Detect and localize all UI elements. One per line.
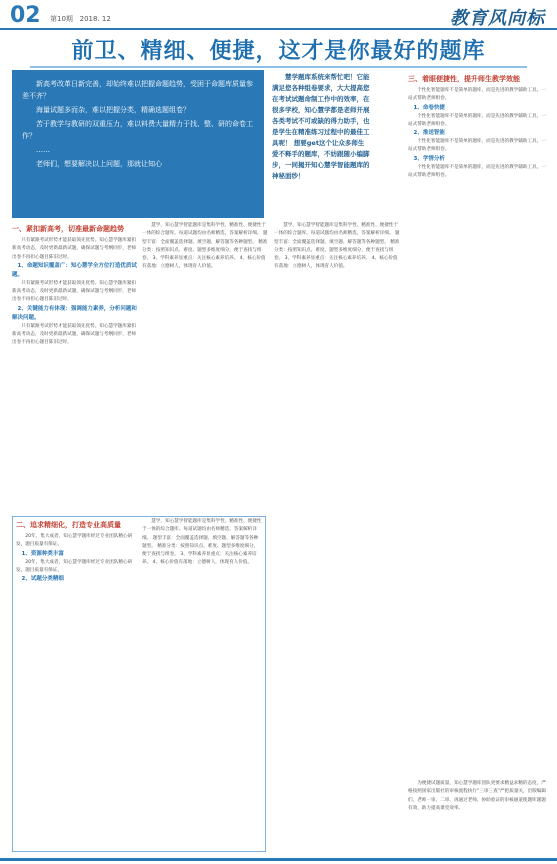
subsection-heading: 1、命卷快捷	[413, 104, 445, 111]
headline: 前卫、精细、便捷，这才是你最好的题库	[71, 39, 486, 64]
intro-box	[12, 70, 264, 218]
subsection-heading: 1、命题知识覆盖广：知心慧学全方位打造优质试题。	[12, 262, 137, 278]
page-number: 02	[10, 3, 41, 28]
intro-paragraph: 新高考改革日新完善，却始终难以把握命题趋势，受困于命题库质量参差不齐？	[22, 80, 253, 100]
closing-paragraph: 为便捷试题质量，知心慧学题库团队更要求精益求精的态度，严格按照国家出版社的审核流程执行“三审三查”严把质量关，出版编辑们，老师一审、二审、再通过老师，协助验证的审核通道使题库题题有效，助力提高课堂效率。	[408, 781, 546, 811]
subsection-heading: 2、推送智能	[413, 130, 445, 137]
intro-paragraph: 苦于教学与教研的双重压力，难以料费大量精力于找、整、研的命卷工作？	[22, 120, 253, 140]
intro-paragraph: ……	[36, 146, 50, 154]
headline-rule	[30, 66, 527, 68]
section-heading: 二、追求精细化，打造专业高质量	[16, 521, 121, 529]
subsection-heading: 3、学情分析	[413, 155, 445, 162]
section-heading: 三、着眼便捷性，提升师生教学效能	[408, 75, 520, 83]
column-1: 一、紧扣新高考，切准最新命题趋势 只有紧跟考试形势才能获取领先优势。知心慧学题库紧扣新高考动态，及时更新最新试题，确保试题与考纲同步，老师出卷不再担心题目陈旧过时。 1、命题知识覆盖广：知心慧学全方位打造优质试题。 只有紧跟考试形势才能获取领先优势。知心慧学题库紧扣新高考动态，及时更新最新试题，确保试题与考纲同步，老师出卷不再担心题目陈旧过时。 2、关键能力有体现：强调能力素养，分析问题和解决问题。 只有紧跟考试形势才能获取领先优势。知心慧学题库紧扣新高考动态，及时更新最新试题，确保试题与考纲同步，老师出卷不再担心题目陈旧过时。	[12, 225, 137, 346]
column-4: 慧学，知心慧学智能题库是集科学性、精准性、便捷性于一体的综合题库。每道试题均由名师精选，答案解析详细。 题型丰富：全面覆盖选择题、填空题、解答题等各种题型。 精准分类：按照知识点、难度、题型多维度细分，便于查找与组卷。 3、学科素养显重点：关注核心素养培养。 4、核心价值有落地：立德树人，体现育人价值。	[142, 519, 262, 566]
intro-continuation: 慧学题库系统来帮忙吧！它能满足您各种组卷要求，大大提高您在考试试题命制工作中的效率，在很多学校，知心慧学都是老师开展各类考试不可或缺的得力助手，也是学生在精准练习过程中的最佳工具呢！ 想要get这个让众多师生爱不释手的题库，不妨跟随小编脚步，一同揭开知心慧学智能题库的神秘面纱！	[272, 73, 370, 180]
column-6: 三、着眼便捷性，提升师生教学效能 个性化智能题库不是简单的题库，而是先进的教学辅助工具，一站式帮助老师组卷。 1、命卷快捷 个性化智能题库不是简单的题库，而是先进的教学辅助工具，一站式帮助老师组卷。 2、推送智能 个性化智能题库不是简单的题库，而是先进的教学辅助工具，一站式帮助老师组卷。 3、学情分析 个性化智能题库不是简单的题库，而是先进的教学辅助工具，一站式帮助老师组卷。	[408, 72, 548, 620]
subsection-heading: 1、资源种类丰富	[21, 550, 64, 557]
issue-info: 第10期 2018. 12	[50, 15, 111, 23]
newspaper-logo: 教育风向标	[450, 8, 545, 29]
section-heading: 一、紧扣新高考，切准最新命题趋势	[12, 225, 124, 233]
subsection-heading: 2、关键能力有体现：强调能力素养，分析问题和解决问题。	[12, 305, 137, 321]
column-5: 慧学，知心慧学智能题库是集科学性、精准性、便捷性于一体的综合题库。每道试题均由名师精选，答案解析详细。 题型丰富：全面覆盖选择题、填空题、解答题等各种题型。 精准分类：按照知识点、难度、题型多维度细分，便于查找与组卷。 3、学科素养显重点：关注核心素养培养。 4、核心价值有落地：立德树人，体现育人价值。	[274, 223, 400, 270]
subsection-heading: 2、试题分类精细	[21, 576, 64, 583]
column-2: 慧学，知心慧学智能题库是集科学性、精准性、便捷性于一体的综合题库。每道试题均由名师精选，答案解析详细。 题型丰富：全面覆盖选择题、填空题、解答题等各种题型。 精准分类：按照知识点、难度、题型多维度细分，便于查找与组卷。 3、学科素养显重点：关注核心素养培养。 4、核心价值有落地：立德树人，体现育人价值。	[142, 223, 268, 270]
intro-paragraph: 海量试题多而杂，难以把握分类，精确选题组卷？	[36, 106, 190, 114]
page-header	[0, 0, 557, 30]
intro-paragraph: 老师们，想要解决以上问题，那就让知心	[36, 160, 162, 168]
footer-rule	[0, 858, 557, 861]
column-3: 二、追求精细化，打造专业高质量 20年，集大成者，知心慧学题库经过专业团队精心研发，题目质量有保证。 1、资源种类丰富 20年，集大成者，知心慧学题库经过专业团队精心研发，题目质量有保证。 2、试题分类精细	[16, 518, 136, 848]
